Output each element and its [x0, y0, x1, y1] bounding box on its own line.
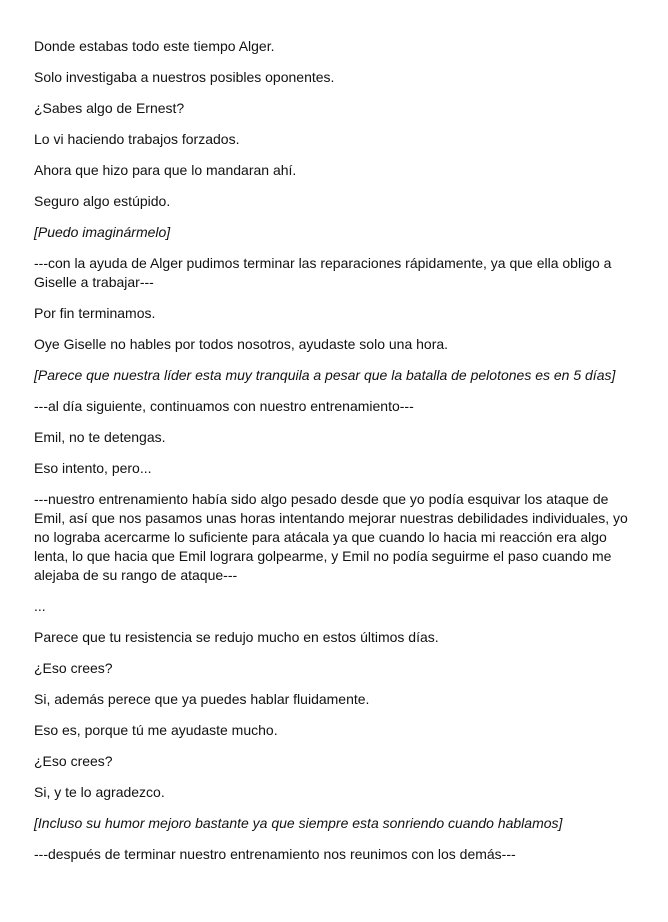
paragraph-12-narration: ---al día siguiente, continuamos con nuestro entrenamiento---: [34, 398, 414, 414]
paragraph-9: Por fin terminamos.: [34, 305, 156, 321]
paragraph-15-narration: ---nuestro entrenamiento había sido algo pesado desde que yo podía esquivar los ataque de Emil, así que nos pasamos unas horas intentando mejorar nuestras debilidades individuales, yo no lograba acercarme lo suficiente para atácala ya que cuando lo hacia mi reacción era algo lenta, lo que hacia que Emil lograra golpearme, y Emil no podía seguirme el paso cuando me alejaba de su rango de ataque---: [34, 491, 628, 583]
paragraph-11-thought: [Parece que nuestra líder esta muy tranquila a pesar que la batalla de pelotones es en 5 días]: [34, 367, 616, 383]
paragraph-10: Oye Giselle no hables por todos nosotros, ayudaste solo una hora.: [34, 336, 449, 352]
paragraph-19: Si, además perece que ya puedes hablar fluidamente.: [34, 691, 370, 707]
paragraph-24-narration: ---después de terminar nuestro entrenamiento nos reunimos con los demás---: [34, 846, 516, 862]
paragraph-18: ¿Eso crees?: [34, 660, 113, 676]
paragraph-13: Emil, no te detengas.: [34, 429, 166, 445]
paragraph-4: Lo vi haciendo trabajos forzados.: [34, 131, 240, 147]
paragraph-5: Ahora que hizo para que lo mandaran ahí.: [34, 162, 297, 178]
paragraph-17: Parece que tu resistencia se redujo mucho en estos últimos días.: [34, 629, 439, 645]
paragraph-14: Eso intento, pero...: [34, 460, 152, 476]
paragraph-1: Donde estabas todo este tiempo Alger.: [34, 38, 275, 54]
paragraph-8-narration: ---con la ayuda de Alger pudimos terminar las reparaciones rápidamente, ya que ella obligo a Giselle a trabajar---: [34, 255, 612, 290]
paragraph-23-thought: [Incluso su humor mejoro bastante ya que siempre esta sonriendo cuando hablamos]: [34, 815, 563, 831]
paragraph-2: Solo investigaba a nuestros posibles oponentes.: [34, 69, 335, 85]
paragraph-3: ¿Sabes algo de Ernest?: [34, 100, 185, 116]
paragraph-22: Si, y te lo agradezco.: [34, 784, 165, 800]
paragraph-16-ellipsis: ...: [34, 598, 46, 614]
paragraph-7-thought: [Puedo imaginármelo]: [34, 224, 171, 240]
paragraph-20: Eso es, porque tú me ayudaste mucho.: [34, 722, 278, 738]
paragraph-6: Seguro algo estúpido.: [34, 193, 171, 209]
paragraph-21: ¿Eso crees?: [34, 753, 113, 769]
